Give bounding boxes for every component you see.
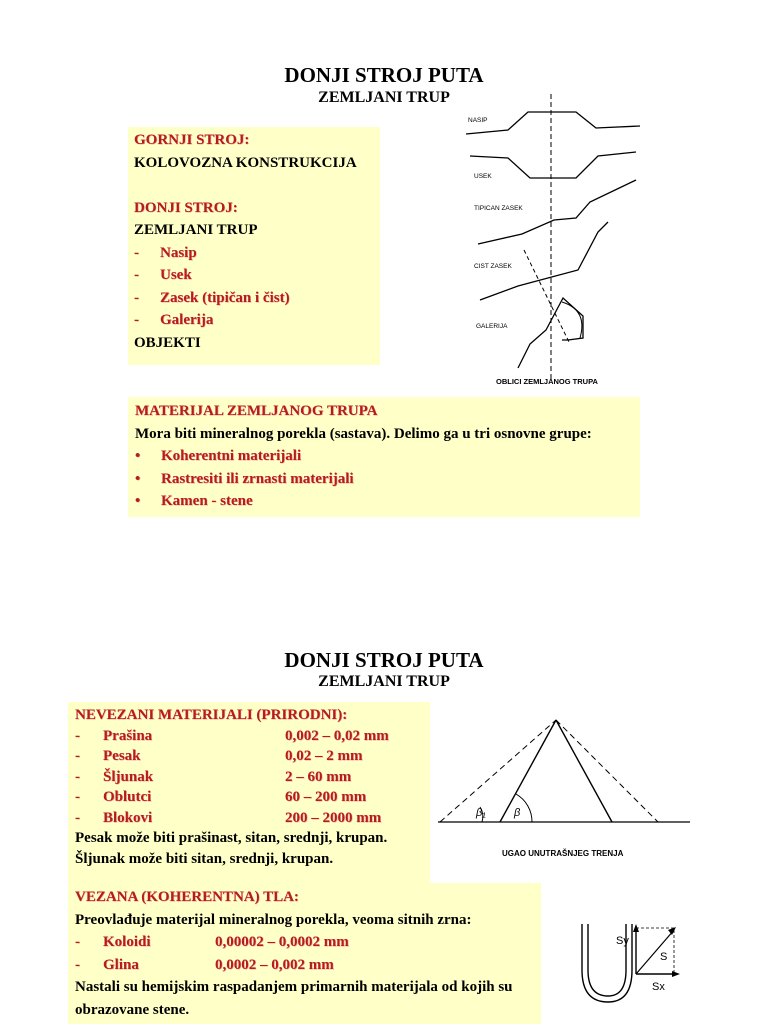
list-item: • Kamen - stene: [135, 493, 253, 509]
page2-subtitle: ZEMLJANI TRUP: [318, 673, 450, 690]
page2-vezana-box: [68, 883, 541, 1024]
objekti-text: OBJEKTI: [134, 334, 201, 351]
page1-title: DONJI STROJ PUTA: [284, 63, 484, 87]
list-item: - Nasip: [134, 244, 197, 261]
angle-beta1-label: β₁: [476, 807, 486, 819]
angle-beta-label: β: [514, 807, 521, 819]
material-text: Mora biti mineralnog porekla (sastava). Delimo ga u tri osnovne grupe:: [135, 425, 592, 442]
label-cist-zasek: CIST ZASEK: [474, 263, 512, 270]
list-item: - Usek: [134, 267, 192, 283]
donji-stroj-text: ZEMLJANI TRUP: [134, 222, 258, 238]
list-item: • Rastresiti ili zrnasti materijali: [135, 470, 354, 487]
gornji-stroj-text: KOLOVOZNA KONSTRUKCIJA: [134, 154, 357, 171]
donji-stroj-heading: DONJI STROJ:: [134, 199, 238, 216]
page2-nevezani-box: [68, 702, 430, 884]
label-tipican-zasek: TIPICAN ZASEK: [474, 205, 523, 212]
sx-label: Sx: [652, 981, 665, 993]
label-galerija: GALERIJA: [476, 323, 508, 330]
table-row: - Koloidi 0,00002 – 0,0002 mm: [75, 934, 349, 950]
s-label: S: [660, 951, 668, 963]
list-item: - Galerija: [134, 312, 214, 328]
nevezani-heading: NEVEZANI MATERIJALI (PRIRODNI):: [75, 707, 348, 723]
page1-subtitle: ZEMLJANI TRUP: [318, 89, 450, 106]
label-usek: USEK: [474, 173, 492, 180]
page2-title: DONJI STROJ PUTA: [284, 648, 484, 672]
list-item: - Zasek (tipičan i čist): [134, 289, 290, 306]
page1-structure-box: [128, 127, 380, 365]
vezana-note-line2: obrazovane stene.: [75, 1001, 190, 1018]
vezana-heading: VEZANA (KOHERENTNA) TLA:: [75, 889, 299, 905]
friction-caption: UGAO UNUTRAŠNJEG TRENJA: [502, 849, 624, 858]
material-heading: MATERIJAL ZEMLJANOG TRUPA: [135, 403, 378, 419]
table-row: - Šljunak 2 – 60 mm: [75, 768, 352, 785]
table-row: - Pesak 0,02 – 2 mm: [75, 748, 363, 764]
sy-label: Sy: [616, 935, 629, 947]
table-row: - Blokovi 200 – 2000 mm: [75, 809, 382, 826]
vezana-note-line1: Nastali su hemijskim raspadanjem primarnih materijala od kojih su: [75, 979, 513, 995]
gornji-stroj-heading: GORNJI STROJ:: [134, 132, 250, 148]
embankment-shapes-figure: [458, 92, 650, 392]
vector-diagram-figure: [570, 910, 690, 1022]
page1-material-box: [128, 397, 640, 517]
label-nasip: NASIP: [468, 117, 488, 124]
vezana-text: Preovlađuje materijal mineralnog porekla, veoma sitnih zrna:: [75, 911, 472, 928]
table-row: - Glina 0,0002 – 0,002 mm: [75, 956, 334, 973]
pesak-note: Pesak može biti prašinast, sitan, srednji, krupan.: [75, 830, 388, 846]
table-row: - Oblutci 60 – 200 mm: [75, 789, 367, 805]
table-row: - Prašina 0,002 – 0,02 mm: [75, 727, 389, 744]
friction-angle-figure: [436, 716, 692, 866]
list-item: • Koherentni materijali: [135, 448, 302, 464]
sljunak-note: Šljunak može biti sitan, srednji, krupan.: [75, 850, 334, 867]
figure-caption: OBLICI ZEMLJANOG TRUPA: [496, 377, 598, 386]
